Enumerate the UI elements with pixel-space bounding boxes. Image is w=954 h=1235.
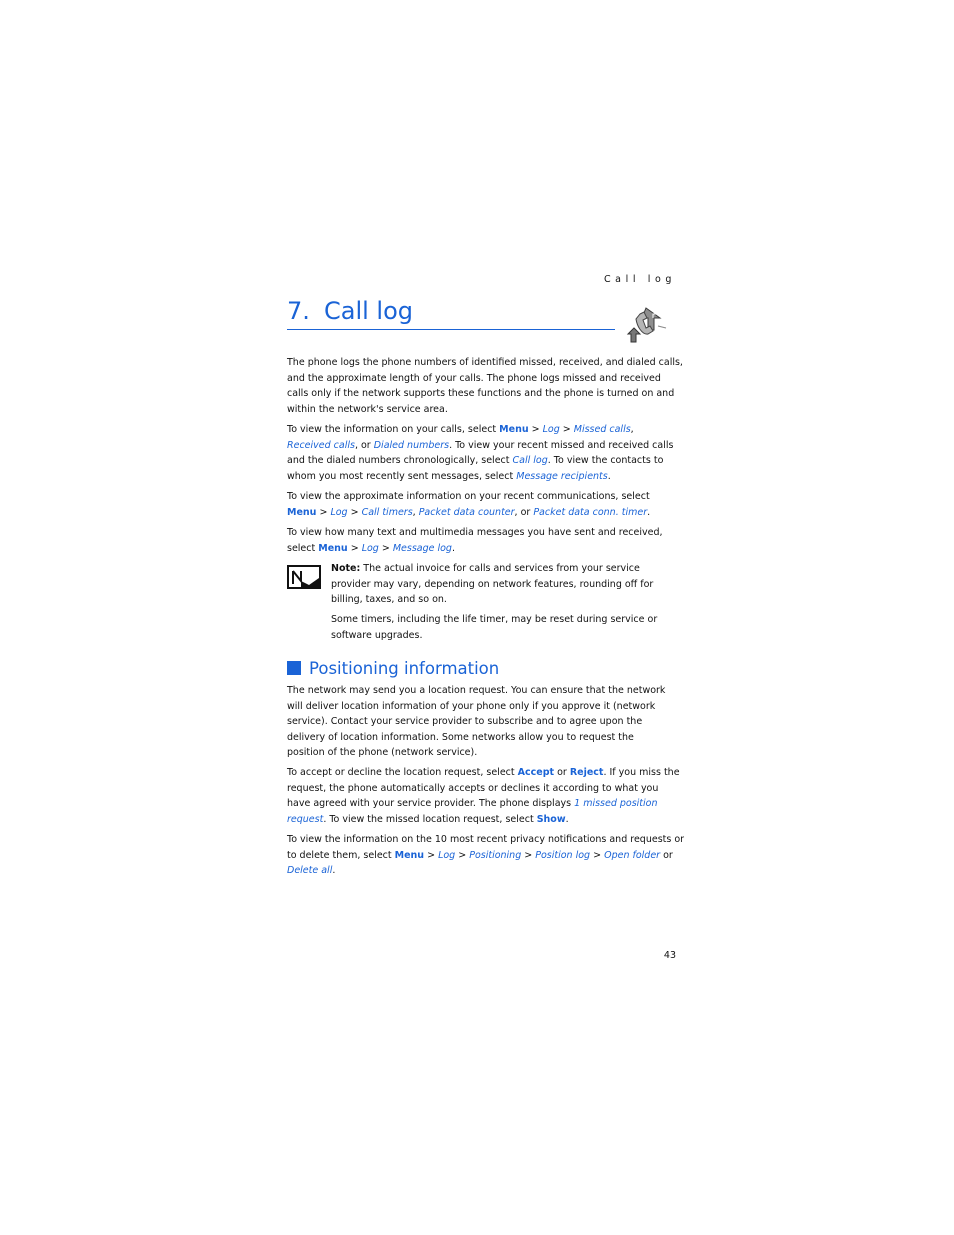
text-run: provider may vary, depending on network features, rounding off for — [331, 578, 654, 590]
text-run: and the dialed numbers chronologically, select — [287, 455, 513, 467]
separator: > — [424, 849, 439, 861]
text-run: , — [630, 424, 634, 435]
running-header: Call log — [603, 274, 676, 285]
text-line: position of the phone (network service). — [287, 747, 478, 759]
text-line: delivery of location information. Some networks allow you to request the — [287, 731, 634, 743]
text-run: , or — [354, 439, 374, 451]
text-run: . To view the missed location request, select — [323, 813, 537, 825]
separator: > — [528, 424, 543, 435]
chapter-title-text: Call log — [324, 297, 414, 325]
section-marker-square — [287, 661, 301, 675]
packet-data-conn-timer-keyword: Packet data conn. timer — [533, 506, 648, 518]
text-run: whom you most recently sent messages, select — [287, 470, 517, 482]
show-keyword: Show — [536, 813, 566, 825]
missed-position-keyword-cont: request — [287, 813, 324, 825]
separator: > — [521, 849, 536, 861]
menu-keyword: Menu — [499, 424, 529, 435]
received-calls-keyword: Received calls — [287, 439, 355, 451]
text-run: To view the approximate information on your recent communications, select — [287, 491, 650, 502]
dialed-numbers-keyword: Dialed numbers — [373, 439, 450, 451]
missed-calls-keyword: Missed calls — [573, 424, 631, 435]
menu-keyword: Menu — [394, 849, 425, 861]
text-run: To view how many text and multimedia messages you have sent and received, — [287, 527, 663, 538]
view-timers-paragraph — [287, 489, 675, 520]
separator: > — [316, 506, 331, 518]
text-line: and the approximate length of your calls. The phone logs missed and received — [287, 372, 661, 384]
section-heading — [287, 657, 499, 681]
message-log-keyword: Message log — [392, 542, 452, 554]
separator: > — [590, 849, 605, 861]
message-recipients-keyword: Message recipients — [516, 470, 608, 482]
missed-position-keyword: 1 missed position — [574, 798, 658, 810]
call-log-icon — [622, 304, 670, 348]
text-run: . To view your recent missed and received calls — [449, 439, 674, 451]
call-timers-keyword: Call timers — [361, 506, 413, 518]
text-run: . — [332, 865, 336, 877]
text-run: or — [554, 767, 570, 778]
chapter-number: 7. — [287, 297, 310, 325]
note-paragraph — [331, 561, 675, 608]
separator: > — [347, 506, 362, 518]
text-run: , or — [514, 506, 534, 518]
text-run: , — [412, 506, 419, 518]
text-run: to delete them, select — [287, 849, 395, 861]
log-keyword: Log — [438, 849, 456, 861]
text-run: To view the information on the 10 most recent privacy notifications and requests or — [287, 834, 685, 845]
accept-paragraph — [287, 765, 680, 827]
text-run: The actual invoice for calls and services from your service — [360, 563, 640, 574]
delete-all-keyword: Delete all — [287, 865, 333, 877]
chapter-title — [287, 293, 615, 330]
text-line: The phone logs the phone numbers of identified missed, received, and dialed calls, — [287, 357, 683, 368]
menu-keyword: Menu — [287, 506, 317, 518]
open-folder-keyword: Open folder — [604, 849, 661, 861]
text-run: . — [565, 813, 569, 825]
separator: > — [347, 542, 362, 554]
note-paragraph-2 — [331, 612, 675, 643]
menu-keyword: Menu — [318, 542, 348, 554]
text-line: The network may send you a location request. You can ensure that the network — [287, 685, 666, 696]
text-run: request, the phone automatically accepts or declines it according to what you — [287, 782, 659, 794]
separator: > — [559, 424, 574, 435]
note-icon — [287, 565, 321, 589]
text-run: have agreed with your service provider. The phone displays — [287, 798, 575, 810]
text-run: select — [287, 542, 319, 554]
privacy-paragraph — [287, 832, 685, 879]
text-run: . — [607, 470, 611, 482]
text-run: or — [660, 849, 673, 861]
text-run: . — [647, 506, 651, 518]
log-keyword: Log — [361, 542, 379, 554]
text-run: Some timers, including the life timer, may be reset during service or — [331, 614, 658, 625]
text-run: To accept or decline the location request, select — [287, 767, 518, 778]
intro-paragraph — [287, 355, 683, 417]
separator: > — [378, 542, 393, 554]
section-title: Positioning information — [309, 659, 500, 678]
log-keyword: Log — [330, 506, 348, 518]
text-line: within the network's service area. — [287, 403, 448, 415]
positioning-intro-paragraph — [287, 683, 675, 761]
packet-data-counter-keyword: Packet data counter — [418, 506, 515, 518]
positioning-keyword: Positioning — [469, 849, 522, 861]
text-run: . If you miss the — [603, 767, 680, 778]
text-line: will deliver location information of your phone only if you approve it (network — [287, 700, 656, 712]
view-calls-paragraph — [287, 422, 675, 484]
view-messages-paragraph — [287, 525, 675, 556]
log-keyword: Log — [542, 424, 560, 435]
accept-keyword: Accept — [517, 767, 555, 778]
call-log-keyword: Call log — [512, 455, 548, 467]
text-run: . To view the contacts to — [547, 455, 664, 467]
text-line: calls only if the network supports these functions and the phone is turned on and — [287, 388, 675, 400]
position-log-keyword: Position log — [535, 849, 591, 861]
note-label: Note: — [331, 563, 361, 574]
reject-keyword: Reject — [569, 767, 604, 778]
page-number: 43 — [663, 950, 676, 961]
separator: > — [455, 849, 470, 861]
text-run: billing, taxes, and so on. — [331, 594, 447, 606]
text-run: software upgrades. — [331, 629, 423, 641]
text-line: service). Contact your service provider to subscribe and to agree upon the — [287, 716, 643, 728]
text-run: To view the information on your calls, select — [287, 424, 500, 435]
text-run: . — [451, 542, 455, 554]
